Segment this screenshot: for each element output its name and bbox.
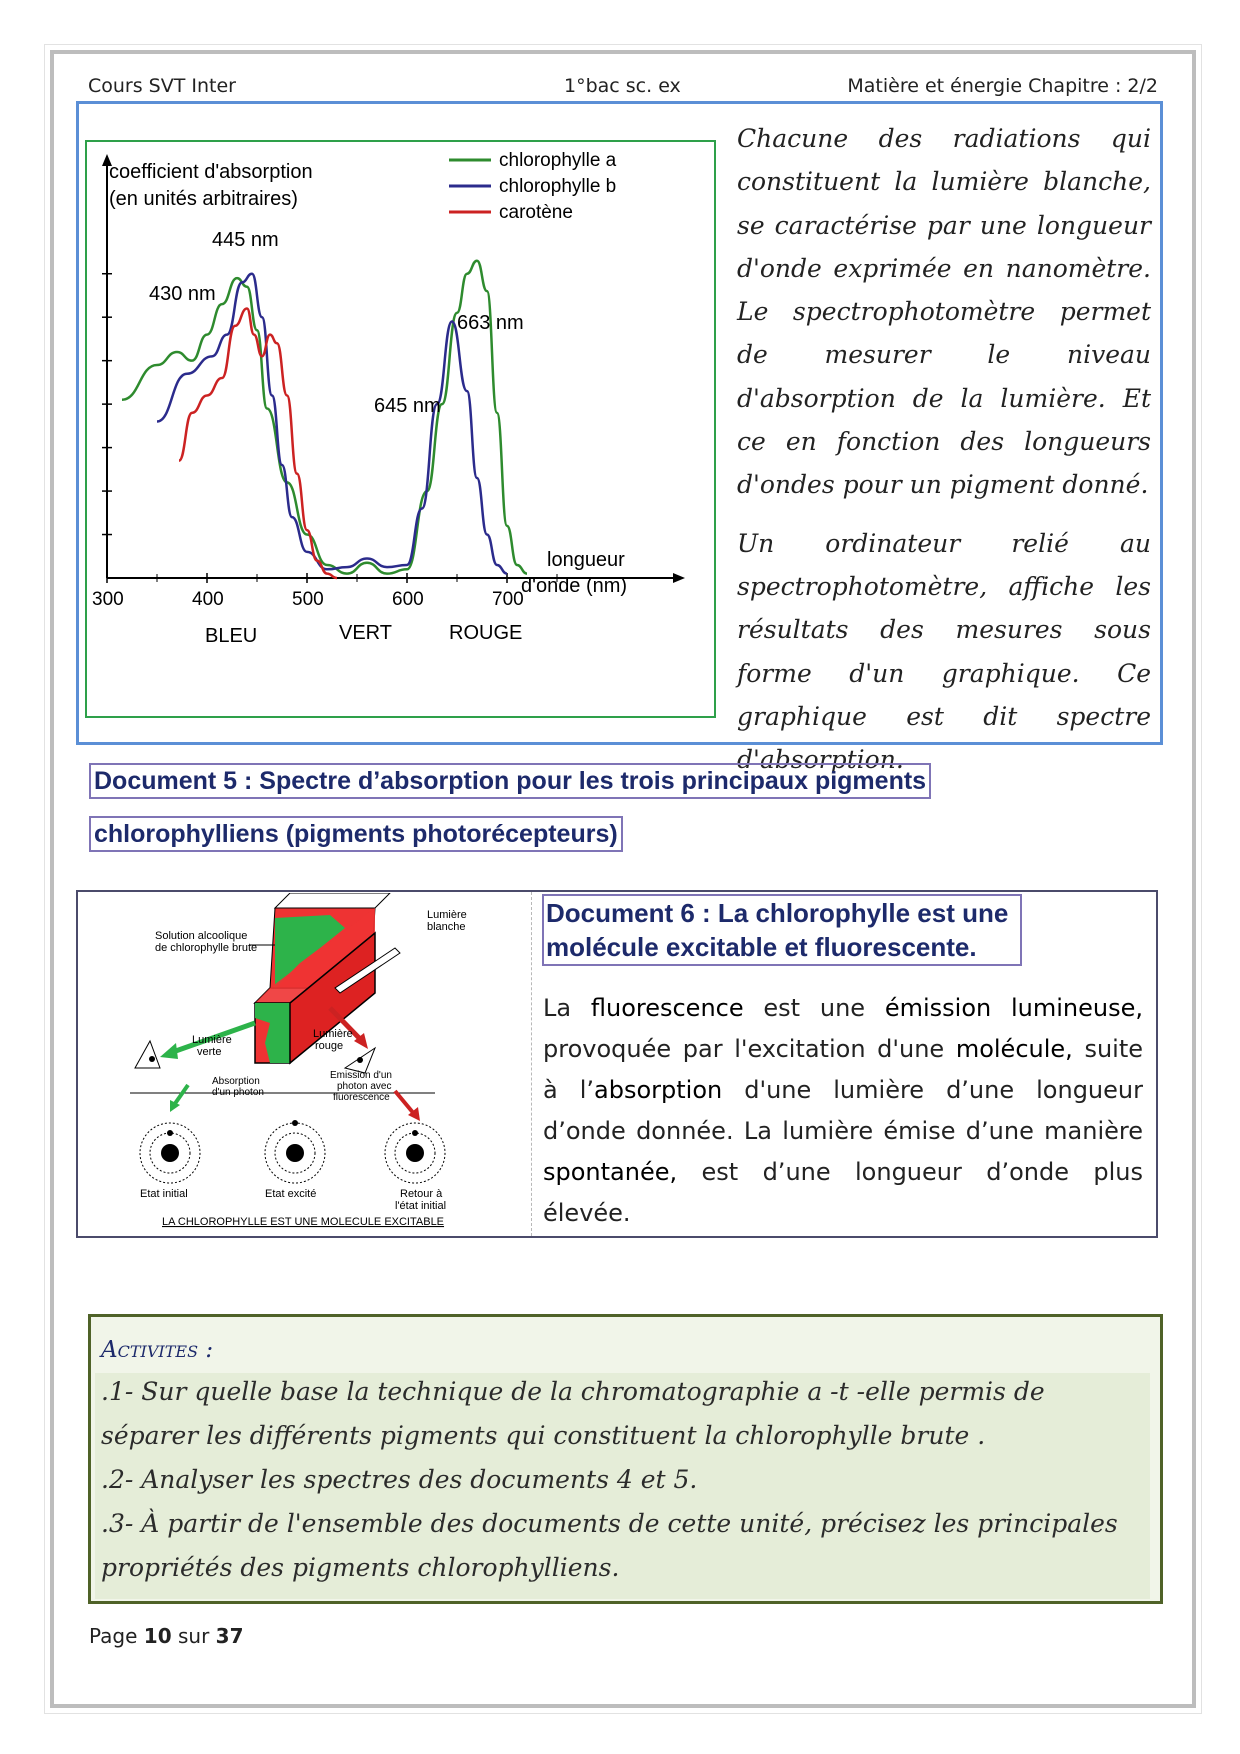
y-axis-label-1: coefficient d'absorption: [109, 161, 313, 183]
footer-page: 10: [143, 1624, 172, 1648]
activity-1-line-1: .1- Sur quelle base la technique de la chromatographie a -t -elle permis de: [101, 1377, 1045, 1406]
legend-label-chlorophylle-a: chlorophylle a: [499, 150, 617, 171]
fig-caption: LA CHLOROPHYLLE EST UNE MOLECULE EXCITABLE: [162, 1216, 445, 1228]
fig-label-solution-1: Solution alcoolique: [155, 930, 248, 942]
fig-label-etat-initial: Etat initial: [140, 1188, 188, 1200]
fluo-w6: provoquée par l'excitation d'une: [543, 1035, 945, 1063]
annotation-663nm: 663 nm: [457, 312, 524, 334]
footer-mid: sur: [177, 1624, 210, 1648]
fig-label-blanche-1: Lumière: [427, 909, 467, 921]
x-tick-label-600: 600: [392, 589, 424, 610]
fig-label-verte-1: Lumière: [192, 1034, 232, 1046]
excitation-figure: [130, 893, 530, 1233]
footer-prefix: Page: [89, 1624, 138, 1648]
fluo-w10: d'une lumière d’une longueur d’onde donnée. La lumière émise d’une manière: [543, 1076, 1143, 1145]
series-line-chlorophylle-a: [122, 261, 527, 574]
x-tick-label-300: 300: [92, 589, 124, 610]
activities-title: Activites :: [101, 1337, 214, 1363]
explanation-paragraph-1: Chacune des radiations qui constituent la lumière blanche, se caractérise par une longueur d'onde exprimée en nanomètre. Le spectrophotomètre permet de mesurer le niveau d'absorption de la lumière. Et ce en fonction des longueurs d'ondes pour un pigment donné.: [737, 124, 1151, 500]
fig-label-emission-1: Emission d'un: [330, 1070, 392, 1081]
x-axis-label-1: longueur: [547, 549, 625, 571]
spectrophotometer-explanation: [737, 117, 1151, 796]
header-course: Cours SVT Inter: [88, 75, 236, 97]
document-5-title-line-2: chlorophylliens (pigments photorécepteurs): [89, 816, 623, 852]
activity-3-line-2: propriétés des pigments chlorophylliens.: [101, 1553, 620, 1582]
header-chapter: Matière et énergie Chapitre : 2/2: [847, 75, 1158, 97]
fluo-w4: émission: [884, 994, 992, 1022]
activities-box: [88, 1314, 1163, 1604]
annotation-445nm: 445 nm: [212, 229, 279, 251]
fluo-w8: suite à l’: [543, 1035, 1143, 1104]
page-header: [88, 75, 1158, 101]
x-tick-label-700: 700: [492, 589, 524, 610]
fluo-w3: est une: [763, 994, 866, 1022]
document-6-divider: [531, 892, 532, 1236]
x-tick-label-400: 400: [192, 589, 224, 610]
fig-label-verte-2: verte: [197, 1046, 222, 1058]
fig-label-solution-2: de chlorophylle brute: [155, 942, 258, 954]
absorption-spectrum-chart: [85, 140, 716, 718]
fig-label-absorption-1: Absorption: [212, 1076, 260, 1087]
fig-label-emission-2: photon avec: [337, 1081, 392, 1092]
document-5-title-line-1: Document 5 : Spectre d’absorption pour les trois principaux pigments: [89, 763, 931, 799]
region-rouge: ROUGE: [449, 622, 523, 644]
fluo-w1: La: [543, 994, 572, 1022]
header-level: 1°bac sc. ex: [564, 75, 681, 97]
fig-label-rouge-1: Lumière: [313, 1028, 353, 1040]
fluo-w2: fluorescence: [590, 994, 744, 1022]
fluo-w7: molécule,: [955, 1035, 1073, 1063]
activity-1-line-2: séparer les différents pigments qui constituent la chlorophylle brute .: [101, 1421, 986, 1450]
x-axis-arrow: [673, 573, 685, 583]
fluorescence-definition: [543, 988, 1143, 1234]
x-axis-label-2: d'onde (nm): [521, 575, 628, 597]
fig-label-retour-2: l'état initial: [395, 1200, 447, 1212]
fluo-w5: lumineuse,: [1011, 994, 1144, 1022]
region-vert: VERT: [339, 622, 392, 644]
fluo-w12: est d’une longueur d’onde plus élevée.: [543, 1158, 1143, 1227]
legend: [449, 150, 617, 223]
explanation-paragraph-2: Un ordinateur relié au spectrophotomètre, affiche les résultats des mesures sous forme d'un graphique. Ce graphique est dit spectre d'absorption.: [737, 528, 1151, 775]
y-axis-label-2: (en unités arbitraires): [109, 188, 298, 210]
x-tick-label-500: 500: [292, 589, 324, 610]
fig-label-absorption-2: d'un photon: [212, 1087, 264, 1098]
activity-3-line-1: .3- À partir de l'ensemble des documents de cette unité, précisez les principales: [101, 1509, 1118, 1538]
fig-label-rouge-2: rouge: [315, 1040, 344, 1052]
fig-label-blanche-2: blanche: [427, 921, 466, 933]
legend-label-chlorophylle-b: chlorophylle b: [499, 176, 617, 197]
fig-label-retour-1: Retour à: [400, 1188, 443, 1200]
annotation-645nm: 645 nm: [374, 395, 441, 417]
footer-total: 37: [215, 1624, 244, 1648]
fluo-w9: absorption: [594, 1076, 723, 1104]
annotation-430nm: 430 nm: [149, 283, 216, 305]
region-bleu: BLEU: [205, 625, 258, 647]
fig-label-etat-excite: Etat excité: [265, 1188, 317, 1200]
activity-2: .2- Analyser les spectres des documents 4 et 5.: [101, 1465, 698, 1494]
page-footer: [89, 1624, 244, 1648]
fig-label-emission-3: fluorescence: [333, 1092, 390, 1103]
fluo-w11: spontanée,: [543, 1158, 678, 1186]
document-6-title: Document 6 : La chlorophylle est une molécule excitable et fluorescente.: [542, 894, 1022, 966]
legend-label-carotene: carotène: [499, 202, 573, 223]
